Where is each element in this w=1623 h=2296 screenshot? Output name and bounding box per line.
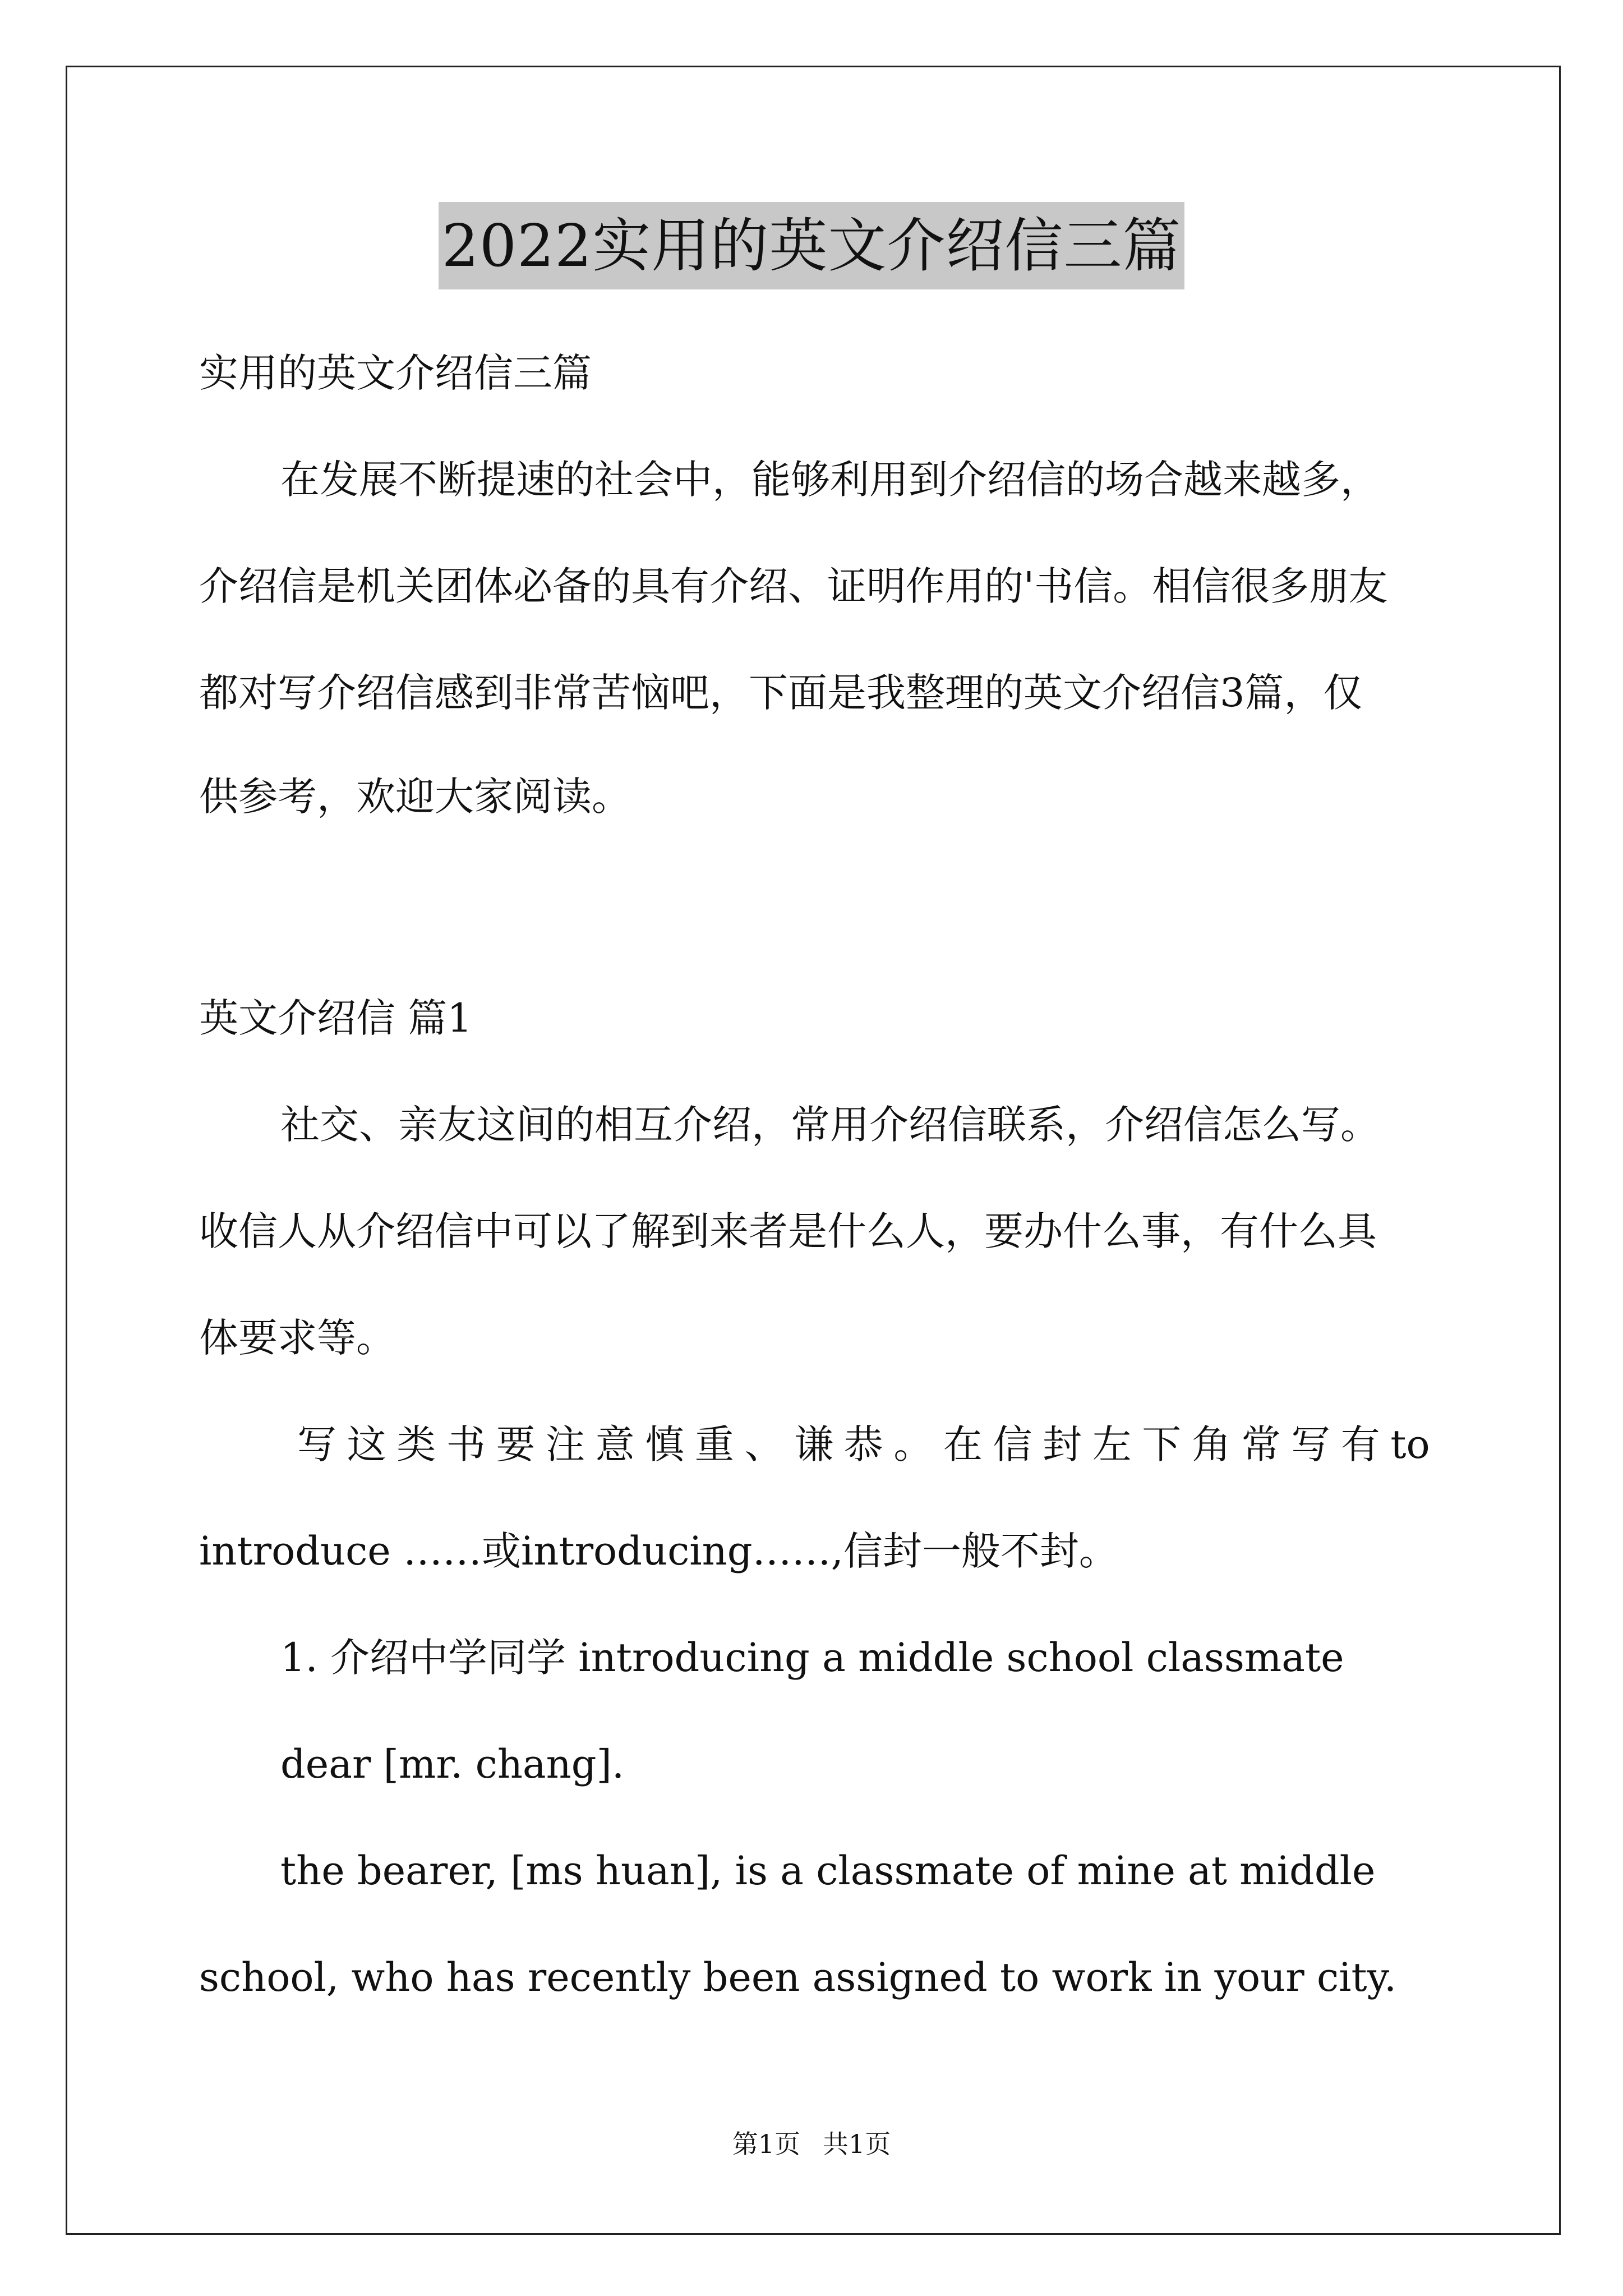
spaced-glyph: to <box>1390 1421 1430 1467</box>
section-para2-line-2: introduce ……或introducing……,信封一般不封。 <box>199 1528 1118 1574</box>
spaced-glyph: 写 <box>1291 1421 1331 1467</box>
spaced-glyph: 角 <box>1191 1421 1231 1467</box>
spaced-glyph: 下 <box>1142 1421 1182 1467</box>
page-total: 共1页 <box>823 2129 891 2159</box>
section-heading: 英文介绍信 篇1 <box>199 995 472 1041</box>
section-para1-line-1: 社交、亲友这间的相互介绍，常用介绍信联系，介绍信怎么写。 <box>280 1102 1380 1148</box>
document-title: 2022实用的英文介绍信三篇 <box>439 202 1185 289</box>
section-para2-line-1 <box>297 1416 1430 1473</box>
spaced-glyph: 恭 <box>843 1421 883 1467</box>
section-para1-line-2: 收信人从介绍信中可以了解到来者是什么人，要办什么事，有什么具 <box>199 1208 1377 1254</box>
spaced-glyph: 类 <box>396 1421 436 1467</box>
spaced-glyph: 谦 <box>794 1421 834 1467</box>
page-number: 第1页 <box>732 2129 800 2159</box>
spaced-glyph: 写 <box>297 1421 336 1467</box>
spaced-glyph: 、 <box>744 1421 784 1467</box>
spaced-glyph: 有 <box>1340 1421 1380 1467</box>
spaced-glyph: 在 <box>943 1421 983 1467</box>
spaced-glyph: 要 <box>496 1421 536 1467</box>
spaced-glyph: 重 <box>694 1421 734 1467</box>
title-container <box>0 202 1623 289</box>
intro-line-1: 在发展不断提速的社会中，能够利用到介绍信的场合越来越多， <box>280 457 1380 503</box>
subtitle: 实用的英文介绍信三篇 <box>199 350 592 396</box>
salutation: dear [mr. chang]. <box>280 1741 625 1787</box>
body-line-2: school, who has recently been assigned to work in your city. <box>199 1954 1397 2000</box>
spaced-glyph: 注 <box>546 1421 585 1467</box>
spaced-glyph: 封 <box>1043 1421 1082 1467</box>
spaced-glyph: 意 <box>595 1421 635 1467</box>
page-footer <box>0 2127 1623 2161</box>
spaced-glyph: 左 <box>1092 1421 1132 1467</box>
section-para1-line-3: 体要求等。 <box>199 1315 395 1361</box>
spaced-glyph: 慎 <box>645 1421 685 1467</box>
spaced-glyph: 书 <box>446 1421 486 1467</box>
body-line-1: the bearer, [ms huan], is a classmate of mine at middle <box>280 1848 1376 1894</box>
spaced-glyph: 。 <box>893 1421 933 1467</box>
spaced-glyph: 常 <box>1241 1421 1281 1467</box>
intro-line-2: 介绍信是机关团体必备的具有介绍、证明作用的'书信。相信很多朋友 <box>199 563 1388 609</box>
list-item-1: 1. 介绍中学同学 introducing a middle school classmate <box>280 1635 1344 1681</box>
intro-line-4: 供参考，欢迎大家阅读。 <box>199 774 631 820</box>
spaced-glyph: 信 <box>993 1421 1032 1467</box>
spaced-glyph: 这 <box>347 1421 386 1467</box>
intro-line-3: 都对写介绍信感到非常苦恼吧，下面是我整理的英文介绍信3篇，仅 <box>199 670 1363 716</box>
